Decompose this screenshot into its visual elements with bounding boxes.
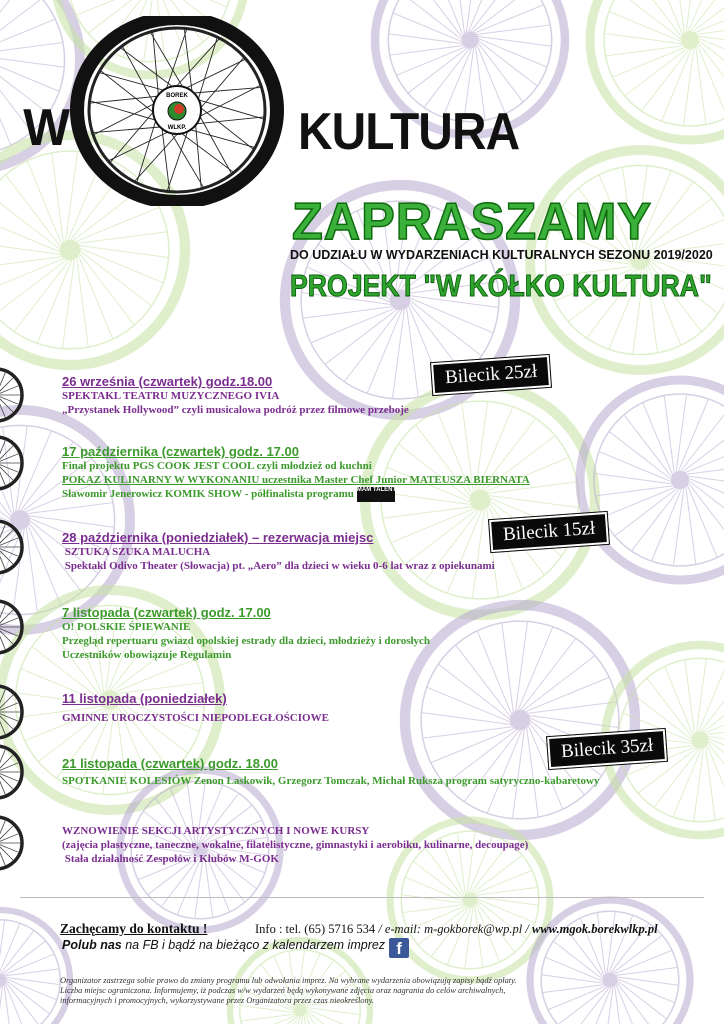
badge-emblem-detail: [174, 104, 184, 114]
event-bullet-wheel-icon: [0, 817, 22, 869]
event-rules: Uczestników obowiązuje Regulamin: [62, 649, 232, 661]
headline-zapraszamy: ZAPRASZAMY: [292, 193, 652, 251]
event-date: 11 listopada (poniedziałek): [62, 691, 227, 706]
wheel-spoke: [184, 29, 192, 96]
badge-text-bottom: WLKP.: [167, 125, 187, 131]
wheel-spoke: [177, 130, 233, 172]
project-title: PROJEKT "W KÓŁKO KULTURA": [290, 268, 712, 303]
wheel-spoke: [195, 99, 263, 119]
wheel-spoke: [90, 96, 161, 103]
event-note: Stała działalność Zespołów i Klubów M-GOK: [62, 853, 279, 865]
event-date: 7 listopada (czwartek) godz. 17.00: [62, 605, 271, 620]
contact-info: [255, 922, 658, 937]
wheel-spoke: [161, 124, 169, 191]
wheel-spoke: [193, 117, 264, 124]
event-title: SPOTKANIE KOLESIÓW Zenon Laskowik, Grzegorz Tomczak, Michał Ruksza program satyryczno-kabaretowy: [62, 775, 600, 787]
event-17-october: [62, 444, 530, 502]
event-11-november: [62, 691, 329, 725]
logo-letter-w: W: [23, 99, 69, 157]
email-text[interactable]: / e-mail: m-gokborek@wp.pl /: [378, 922, 529, 936]
event-description: Przegląd repertuaru gwiazd opolskiej estrady dla dzieci, młodzieży i dorosłych: [62, 635, 431, 647]
wheel-spoke: [199, 106, 254, 149]
ticket-price-15: Bilecik 15zł: [489, 512, 609, 552]
event-title: WZNOWIENIE SEKCJI ARTYSTYCZNYCH I NOWE KURSY: [62, 825, 370, 837]
divider: [20, 897, 704, 898]
wheel-spoke: [109, 130, 173, 161]
event-date: 21 listopada (czwartek) godz. 18.00: [62, 756, 279, 771]
phone-text: Info : tel. (65) 5716 534: [255, 922, 376, 936]
event-title: Finał projektu PGS COOK JEST COOL czyli młodzież od kuchni: [62, 460, 372, 472]
event-description: „Przystanek Hollywood” czyli musicalowa podróż przez filmowe przeboje: [62, 404, 409, 416]
event-description: (zajęcia plastyczne, taneczne, wokalne, filatelistyczne, gimnastyki i aerobiku, kulinarne, decoupage): [62, 839, 529, 851]
event-7-november: [62, 605, 430, 662]
logo-word-kultura: KULTURA: [298, 103, 520, 161]
contact-invite: Zachęcamy do kontaktu !: [60, 921, 208, 936]
event-courses: [62, 824, 528, 866]
footnote-line-2: Liczba miejsc ograniczona. Informujemy, iż podczas w/w wydarzeń będą wykonywane zdjęcia oraz nagrania do celów archiwalnych,: [60, 986, 506, 995]
event-description: POKAZ KULINARNY W WYKONANIU uczestnika Master Chef Junior MATEUSZA BIERNATA: [62, 474, 530, 486]
footnote-line-1: Organizator zastrzega sobie prawo do zmiany programu lub odwołania imprez. Na wybrane wydarzenia obowiązują zapisy bądź opłaty.: [60, 976, 517, 985]
event-title: O! POLSKIE ŚPIEWANIE: [62, 621, 191, 633]
event-21-november: [62, 756, 600, 788]
event-28-october: [62, 530, 495, 573]
event-bullet-wheel-icon: [0, 437, 22, 489]
event-title: SPEKTAKL TEATRU MUZYCZNEGO IVIA: [62, 390, 280, 402]
wheel-spoke: [121, 48, 177, 90]
fb-like-text: na FB i bądź na bieżąco z kalendarzem imprez: [121, 938, 386, 952]
event-date: 17 października (czwartek) godz. 17.00: [62, 444, 299, 459]
wheel-spoke: [181, 59, 245, 90]
event-26-september: [62, 374, 409, 417]
wheel-spoke: [173, 39, 219, 90]
event-description: Spektakl Odivo Theater (Słowacja) pt. „Aero” dla dzieci w wieku 0-6 lat wraz z opiekunami: [62, 560, 495, 572]
event-description-2: [62, 487, 530, 502]
background-wheel: [580, 380, 724, 580]
wheel-spoke: [135, 130, 181, 181]
background-wheel: [590, 0, 724, 140]
mam-talent-logo: MAM TALENT!: [357, 487, 395, 502]
facebook-line: [62, 938, 409, 958]
subheading: DO UDZIAŁU W WYDARZENIACH KULTURALNYCH SEZONU 2019/2020: [290, 248, 713, 262]
event-bullet-wheel-icon: [0, 686, 22, 738]
background-wheel: [405, 605, 635, 835]
bicycle-wheel-logo: [64, 16, 290, 206]
facebook-icon[interactable]: f: [389, 938, 409, 958]
website-link[interactable]: www.mgok.borekwlkp.pl: [531, 922, 658, 936]
footnote-line-3: informacyjnych i promocyjnych, wykorzystywane przez Organizatora przez czas nieokreślony.: [60, 996, 375, 1005]
badge-text-top: BOREK: [166, 93, 188, 99]
event-description-text: Sławomir Jenerowicz KOMIK SHOW - półfinalista programu: [62, 488, 354, 501]
fb-like-prefix: Polub nas: [62, 938, 122, 952]
background-wheel: [530, 900, 690, 1024]
event-date: 28 października (poniedziałek) – rezerwacja miejsc: [62, 530, 374, 545]
event-title: GMINNE UROCZYSTOŚCI NIEPODLEGŁOŚCIOWE: [62, 712, 329, 724]
event-date: 26 września (czwartek) godz.18.00: [62, 374, 273, 389]
ticket-price-35: Bilecik 35zł: [547, 729, 667, 769]
event-title: SZTUKA SZUKA MALUCHA: [62, 546, 211, 558]
ticket-price-25: Bilecik 25zł: [431, 355, 551, 395]
wheel-spoke: [110, 110, 155, 162]
